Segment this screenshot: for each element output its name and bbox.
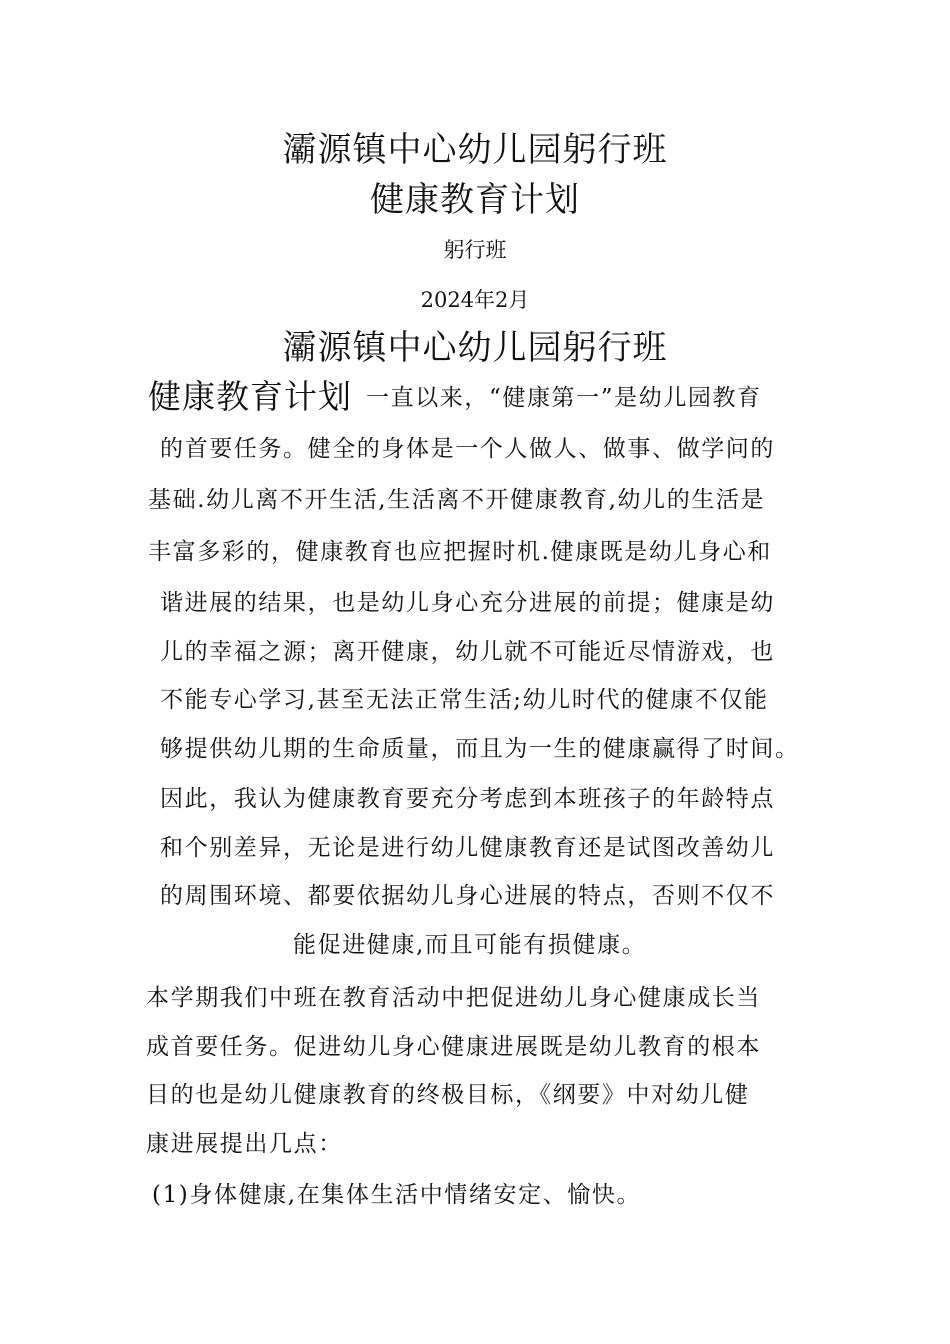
paragraph-1-line-11: 的周围环境、都要依据幼儿身心进展的特点，否则不仅不 [160, 883, 775, 909]
paragraph-1-line-12: 能促进健康,而且可能有损健康。 [293, 932, 647, 958]
paragraph-1-line-4: 丰富多彩的，健康教育也应把握时机.健康既是幼儿身心和 [148, 539, 772, 565]
paragraph-1-line-2: 的首要任务。健全的身体是一个人做人、做事、做学问的 [160, 436, 775, 462]
repeat-title-line-2: 健康教育计划 [148, 377, 352, 416]
repeat-title-line-1: 灞源镇中心幼儿园躬行班 [282, 328, 668, 368]
paragraph-1-line-6: 儿的幸福之源；离开健康，幼儿就不可能近尽情游戏，也 [160, 639, 775, 665]
paragraph-1-line-9: 因此，我认为健康教育要充分考虑到本班孩子的年龄特点 [160, 786, 775, 812]
paragraph-1-line-8: 够提供幼儿期的生命质量，而且为一生的健康赢得了时间。 [160, 736, 800, 762]
paragraph-2-line-1: 本学期我们中班在教育活动中把促进幼儿身心健康成长当 [146, 985, 761, 1011]
paragraph-1-text: 一直以来，“健康第一”是幼儿园教育 [366, 385, 762, 411]
title-line-2: 健康教育计划 [370, 180, 580, 220]
document-date: 2024年2月 [420, 288, 530, 312]
paragraph-1-line-1 [148, 377, 762, 416]
title-line-1: 灞源镇中心幼儿园躬行班 [282, 130, 668, 170]
paragraph-1-line-10: 和个别差异，无论是进行幼儿健康教育还是试图改善幼儿 [160, 835, 775, 861]
paragraph-2-line-3: 目的也是幼儿健康教育的终极目标，《纲要》中对幼儿健 [146, 1082, 750, 1108]
paragraph-2-line-2: 成首要任务。促进幼儿身心健康进展既是幼儿教育的根本 [146, 1034, 761, 1060]
paragraph-1-line-5: 谐进展的结果，也是幼儿身心充分进展的前提；健康是幼 [160, 590, 775, 616]
paragraph-2-line-4: 康进展提出几点： [146, 1131, 343, 1157]
paragraph-1-line-7: 不能专心学习,甚至无法正常生活;幼儿时代的健康不仅能 [160, 687, 769, 713]
class-name: 躬行班 [443, 238, 507, 262]
paragraph-1-line-3: 基础.幼儿离不开生活,生活离不开健康教育,幼儿的生活是 [148, 487, 766, 513]
list-item-1: (1)身体健康,在集体生活中情绪安定、愉快。 [152, 1182, 642, 1208]
